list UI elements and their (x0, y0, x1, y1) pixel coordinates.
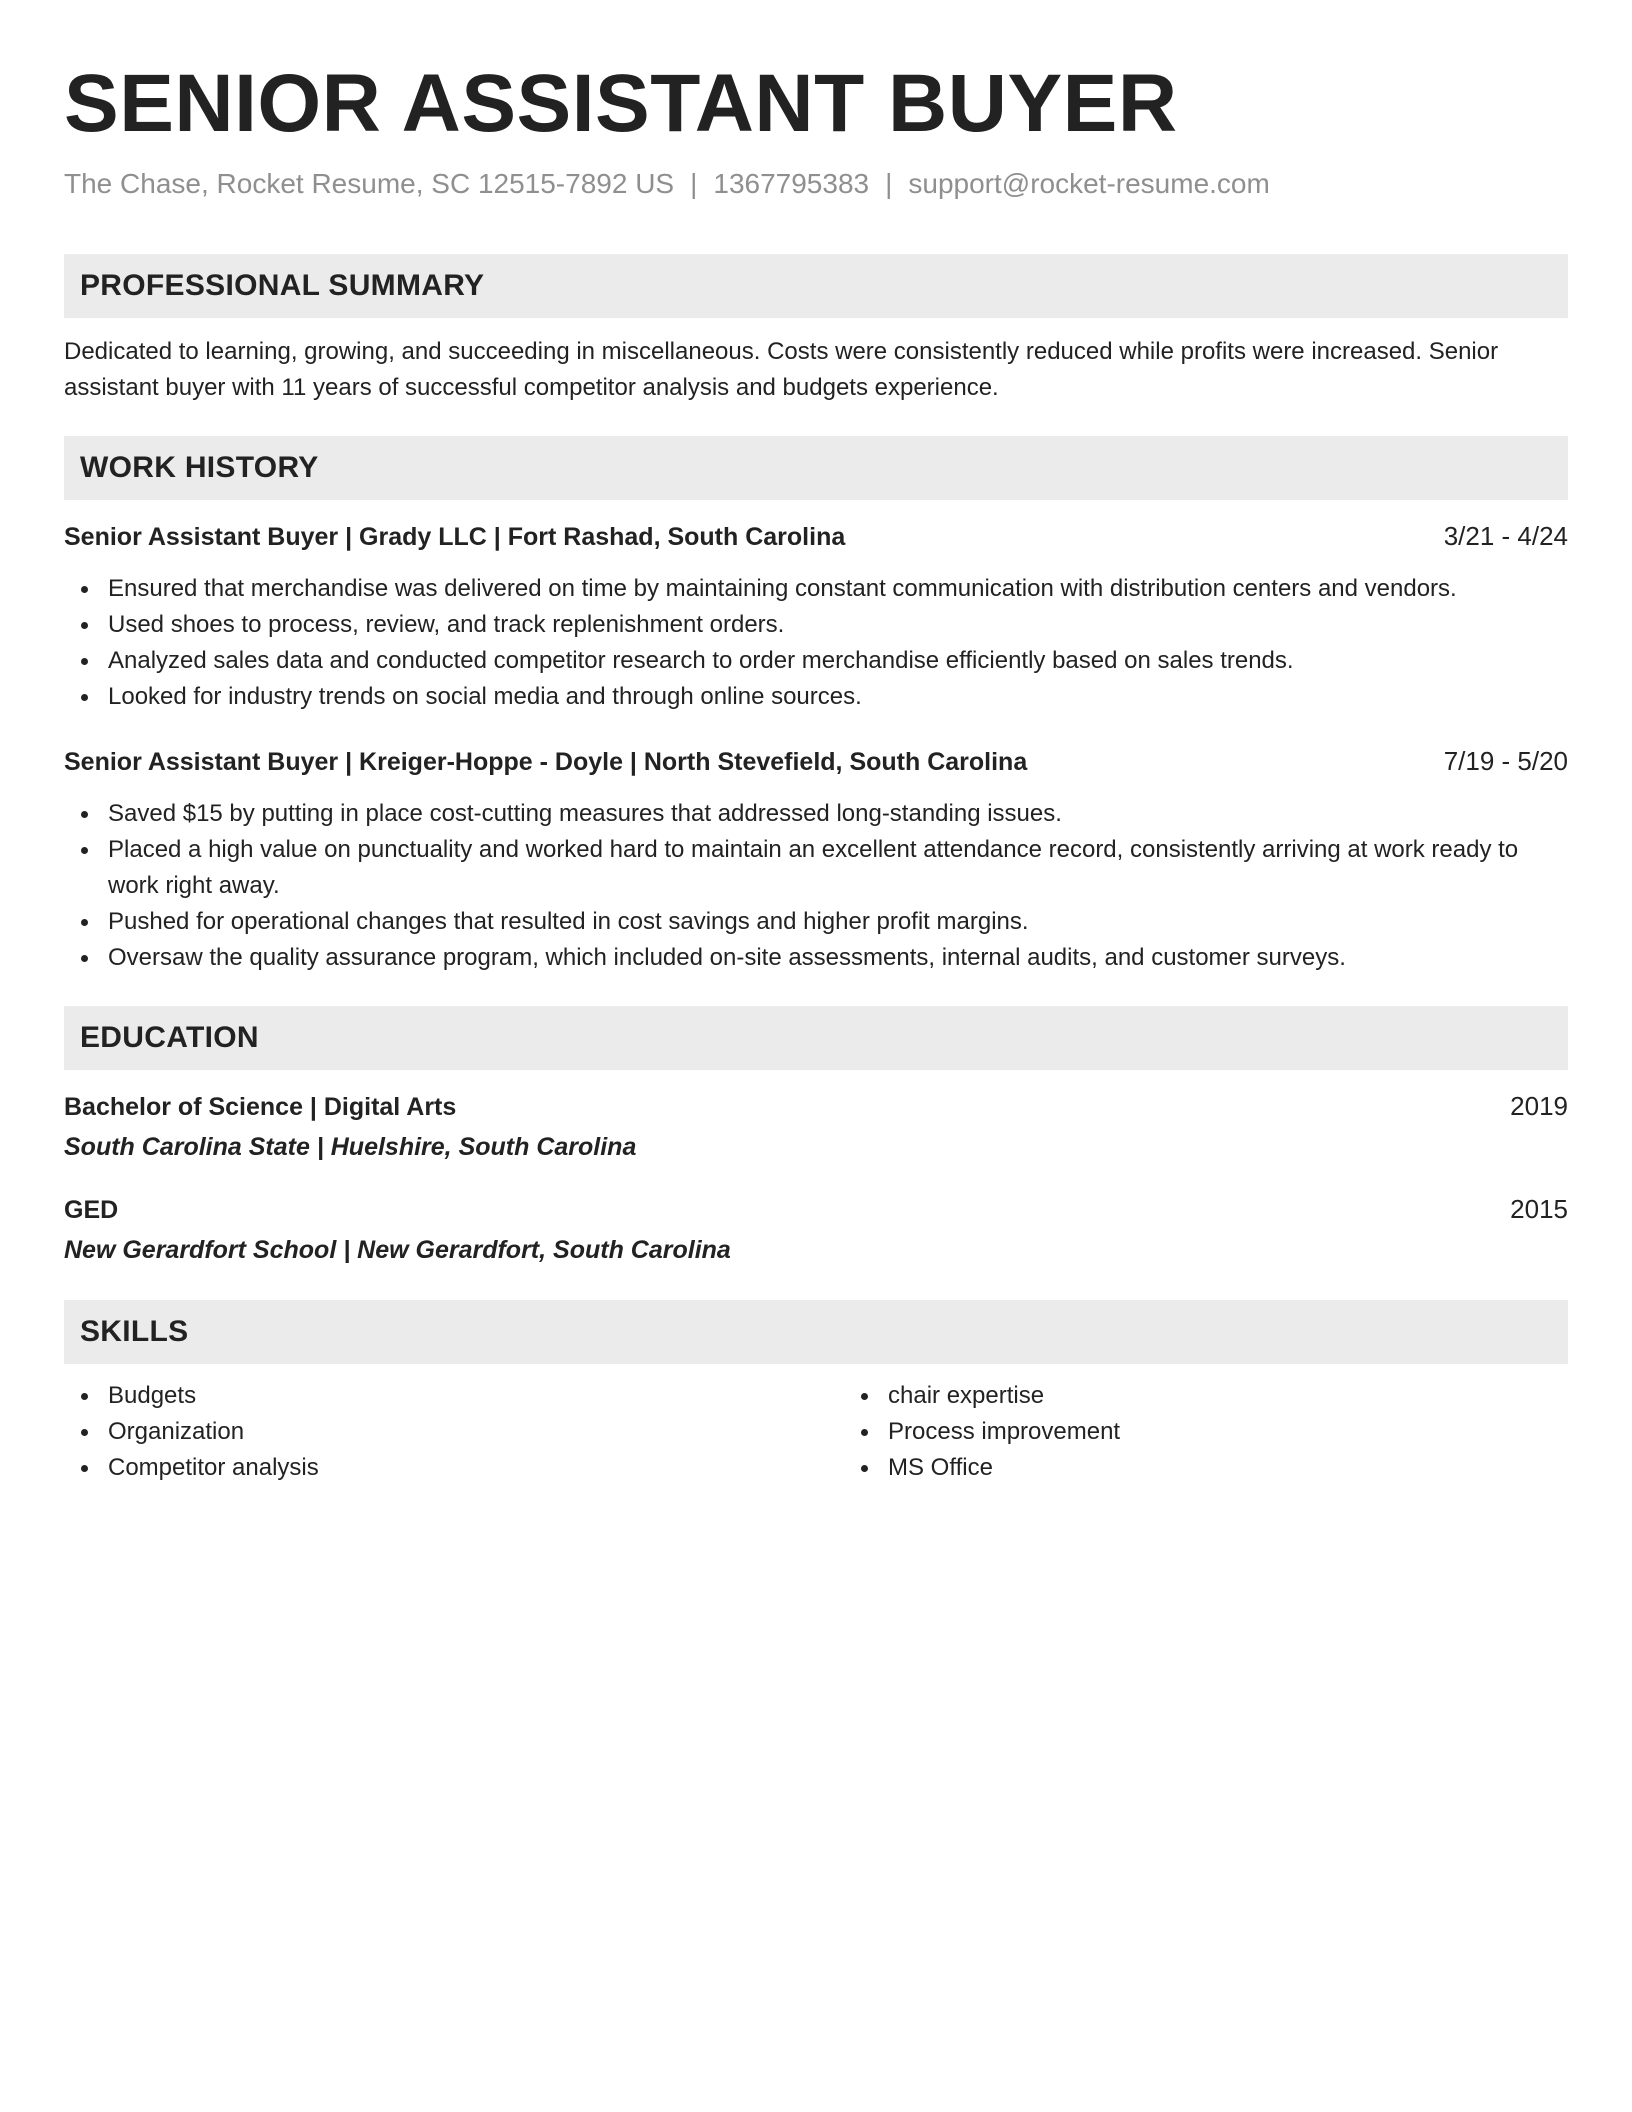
summary-text: Dedicated to learning, growing, and succeeding in miscellaneous. Costs were consistently reduced while profits were increased. Senior assistant buyer with 11 years of successful competitor analysis and budgets experience. (64, 338, 1499, 401)
education-entry (64, 1191, 1568, 1268)
job-bullet: Analyzed sales data and conducted competitor research to order merchandise efficiently based on sales trends. (108, 643, 1568, 679)
contact-separator: | (690, 168, 698, 199)
job-dates: 7/19 - 5/20 (1443, 746, 1568, 776)
job-header (64, 518, 1568, 555)
education-school: New Gerardfort School | New Gerardfort, South Carolina (64, 1236, 731, 1264)
contact-address: The Chase, Rocket Resume, SC 12515-7892 US (64, 168, 675, 199)
skill-item: Budgets (108, 1378, 844, 1414)
job-bullet: Saved $15 by putting in place cost-cutting measures that addressed long-standing issues. (108, 796, 1568, 832)
job-bullet: Looked for industry trends on social media and through online sources. (108, 679, 1568, 715)
skill-item: Organization (108, 1414, 844, 1450)
education-degree: GED (64, 1196, 119, 1224)
job-header (64, 743, 1568, 780)
job-entry (64, 743, 1568, 976)
education-header (64, 1191, 1568, 1228)
education-year: 2015 (1510, 1194, 1568, 1224)
skills-columns (64, 1378, 1568, 1486)
job-dates: 3/21 - 4/24 (1443, 521, 1568, 551)
education-entry (64, 1088, 1568, 1165)
job-entry (64, 518, 1568, 715)
job-bullet: Oversaw the quality assurance program, which included on-site assessments, internal audits, and customer surveys. (108, 940, 1568, 976)
skill-item: MS Office (888, 1450, 1140, 1486)
resume-name: SENIOR ASSISTANT BUYER (64, 58, 1178, 149)
education-header (64, 1088, 1568, 1125)
job-bullet: Used shoes to process, review, and track replenishment orders. (108, 607, 1568, 643)
job-bullet: Pushed for operational changes that resulted in cost savings and higher profit margins. (108, 904, 1568, 940)
contact-line (64, 166, 1568, 202)
skill-item: Process improvement (888, 1414, 1140, 1450)
contact-phone: 1367795383 (713, 168, 870, 199)
contact-email: support@rocket-resume.com (908, 168, 1270, 199)
skills-list-left (64, 1378, 844, 1486)
job-bullets (64, 796, 1568, 976)
education-school: South Carolina State | Huelshire, South Carolina (64, 1133, 637, 1161)
education-year: 2019 (1510, 1091, 1568, 1121)
section-heading-work-history: WORK HISTORY (64, 436, 1568, 500)
skill-item: chair expertise (888, 1378, 1140, 1414)
skills-list-right (844, 1378, 1140, 1486)
job-bullet: Placed a high value on punctuality and worked hard to maintain an excellent attendance record, consistently arriving at work ready to work right away. (108, 832, 1568, 904)
job-bullet: Ensured that merchandise was delivered on time by maintaining constant communication with distribution centers and vendors. (108, 571, 1568, 607)
education-degree: Bachelor of Science | Digital Arts (64, 1093, 457, 1121)
contact-separator: | (885, 168, 893, 199)
section-heading-skills: SKILLS (64, 1300, 1568, 1364)
skill-item: Competitor analysis (108, 1450, 844, 1486)
job-title: Senior Assistant Buyer | Kreiger-Hoppe - Doyle | North Stevefield, South Carolina (64, 748, 1028, 776)
section-heading-summary: PROFESSIONAL SUMMARY (64, 254, 1568, 318)
job-bullets (64, 571, 1568, 715)
section-heading-education: EDUCATION (64, 1006, 1568, 1070)
job-title: Senior Assistant Buyer | Grady LLC | Fort Rashad, South Carolina (64, 523, 846, 551)
